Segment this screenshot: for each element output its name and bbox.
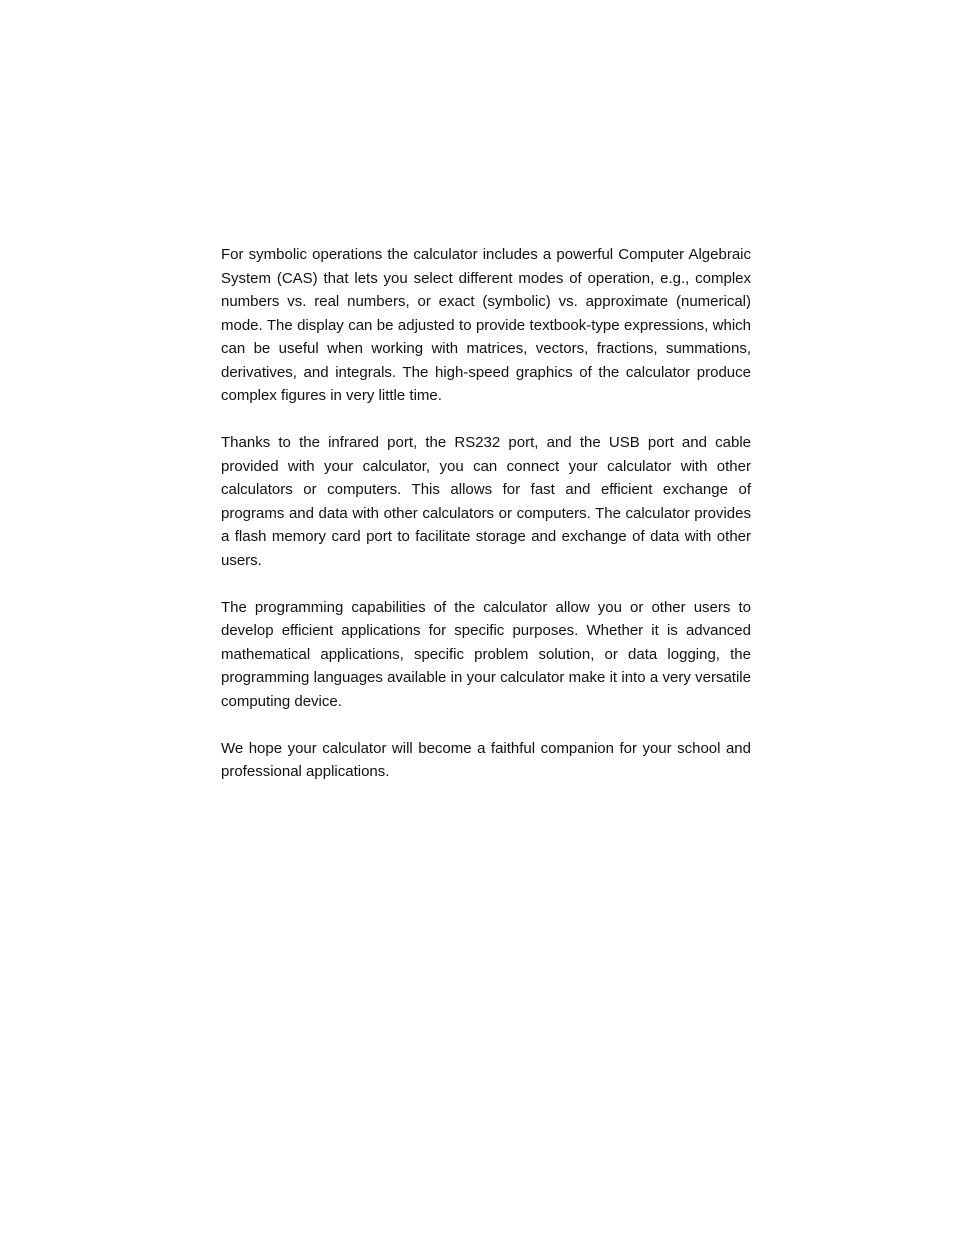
paragraph-cas: For symbolic operations the calculator includes a powerful Computer Algebraic System (CAS) that lets you select different modes of operation, e.g., complex numbers vs. real numbers, or exact (symbolic) vs. approximate (numerical) mode. The display can be adjusted to provide textbook-type expressions, which can be useful when working with matrices, vectors, fractions, summations, derivatives, and integrals. The high-speed graphics of the calculator produce complex figures in very little time. — [221, 246, 751, 404]
body-text — [221, 243, 751, 784]
paragraph-connectivity: Thanks to the infrared port, the RS232 port, and the USB port and cable provided with your calculator, you can connect your calculator with other calculators or computers. This allows for fast and efficient exchange of programs and data with other calculators or computers. The calculator provides a flash memory card port to facilitate storage and exchange of data with other users. — [221, 434, 751, 569]
paragraph-programming: The programming capabilities of the calculator allow you or other users to develop efficient applications for specific purposes. Whether it is advanced mathematical applications, specific problem solution, or data logging, the programming languages available in your calculator make it into a very versatile computing device. — [221, 598, 751, 710]
paragraph-closing: We hope your calculator will become a faithful companion for your school and professional applications. — [221, 739, 751, 780]
